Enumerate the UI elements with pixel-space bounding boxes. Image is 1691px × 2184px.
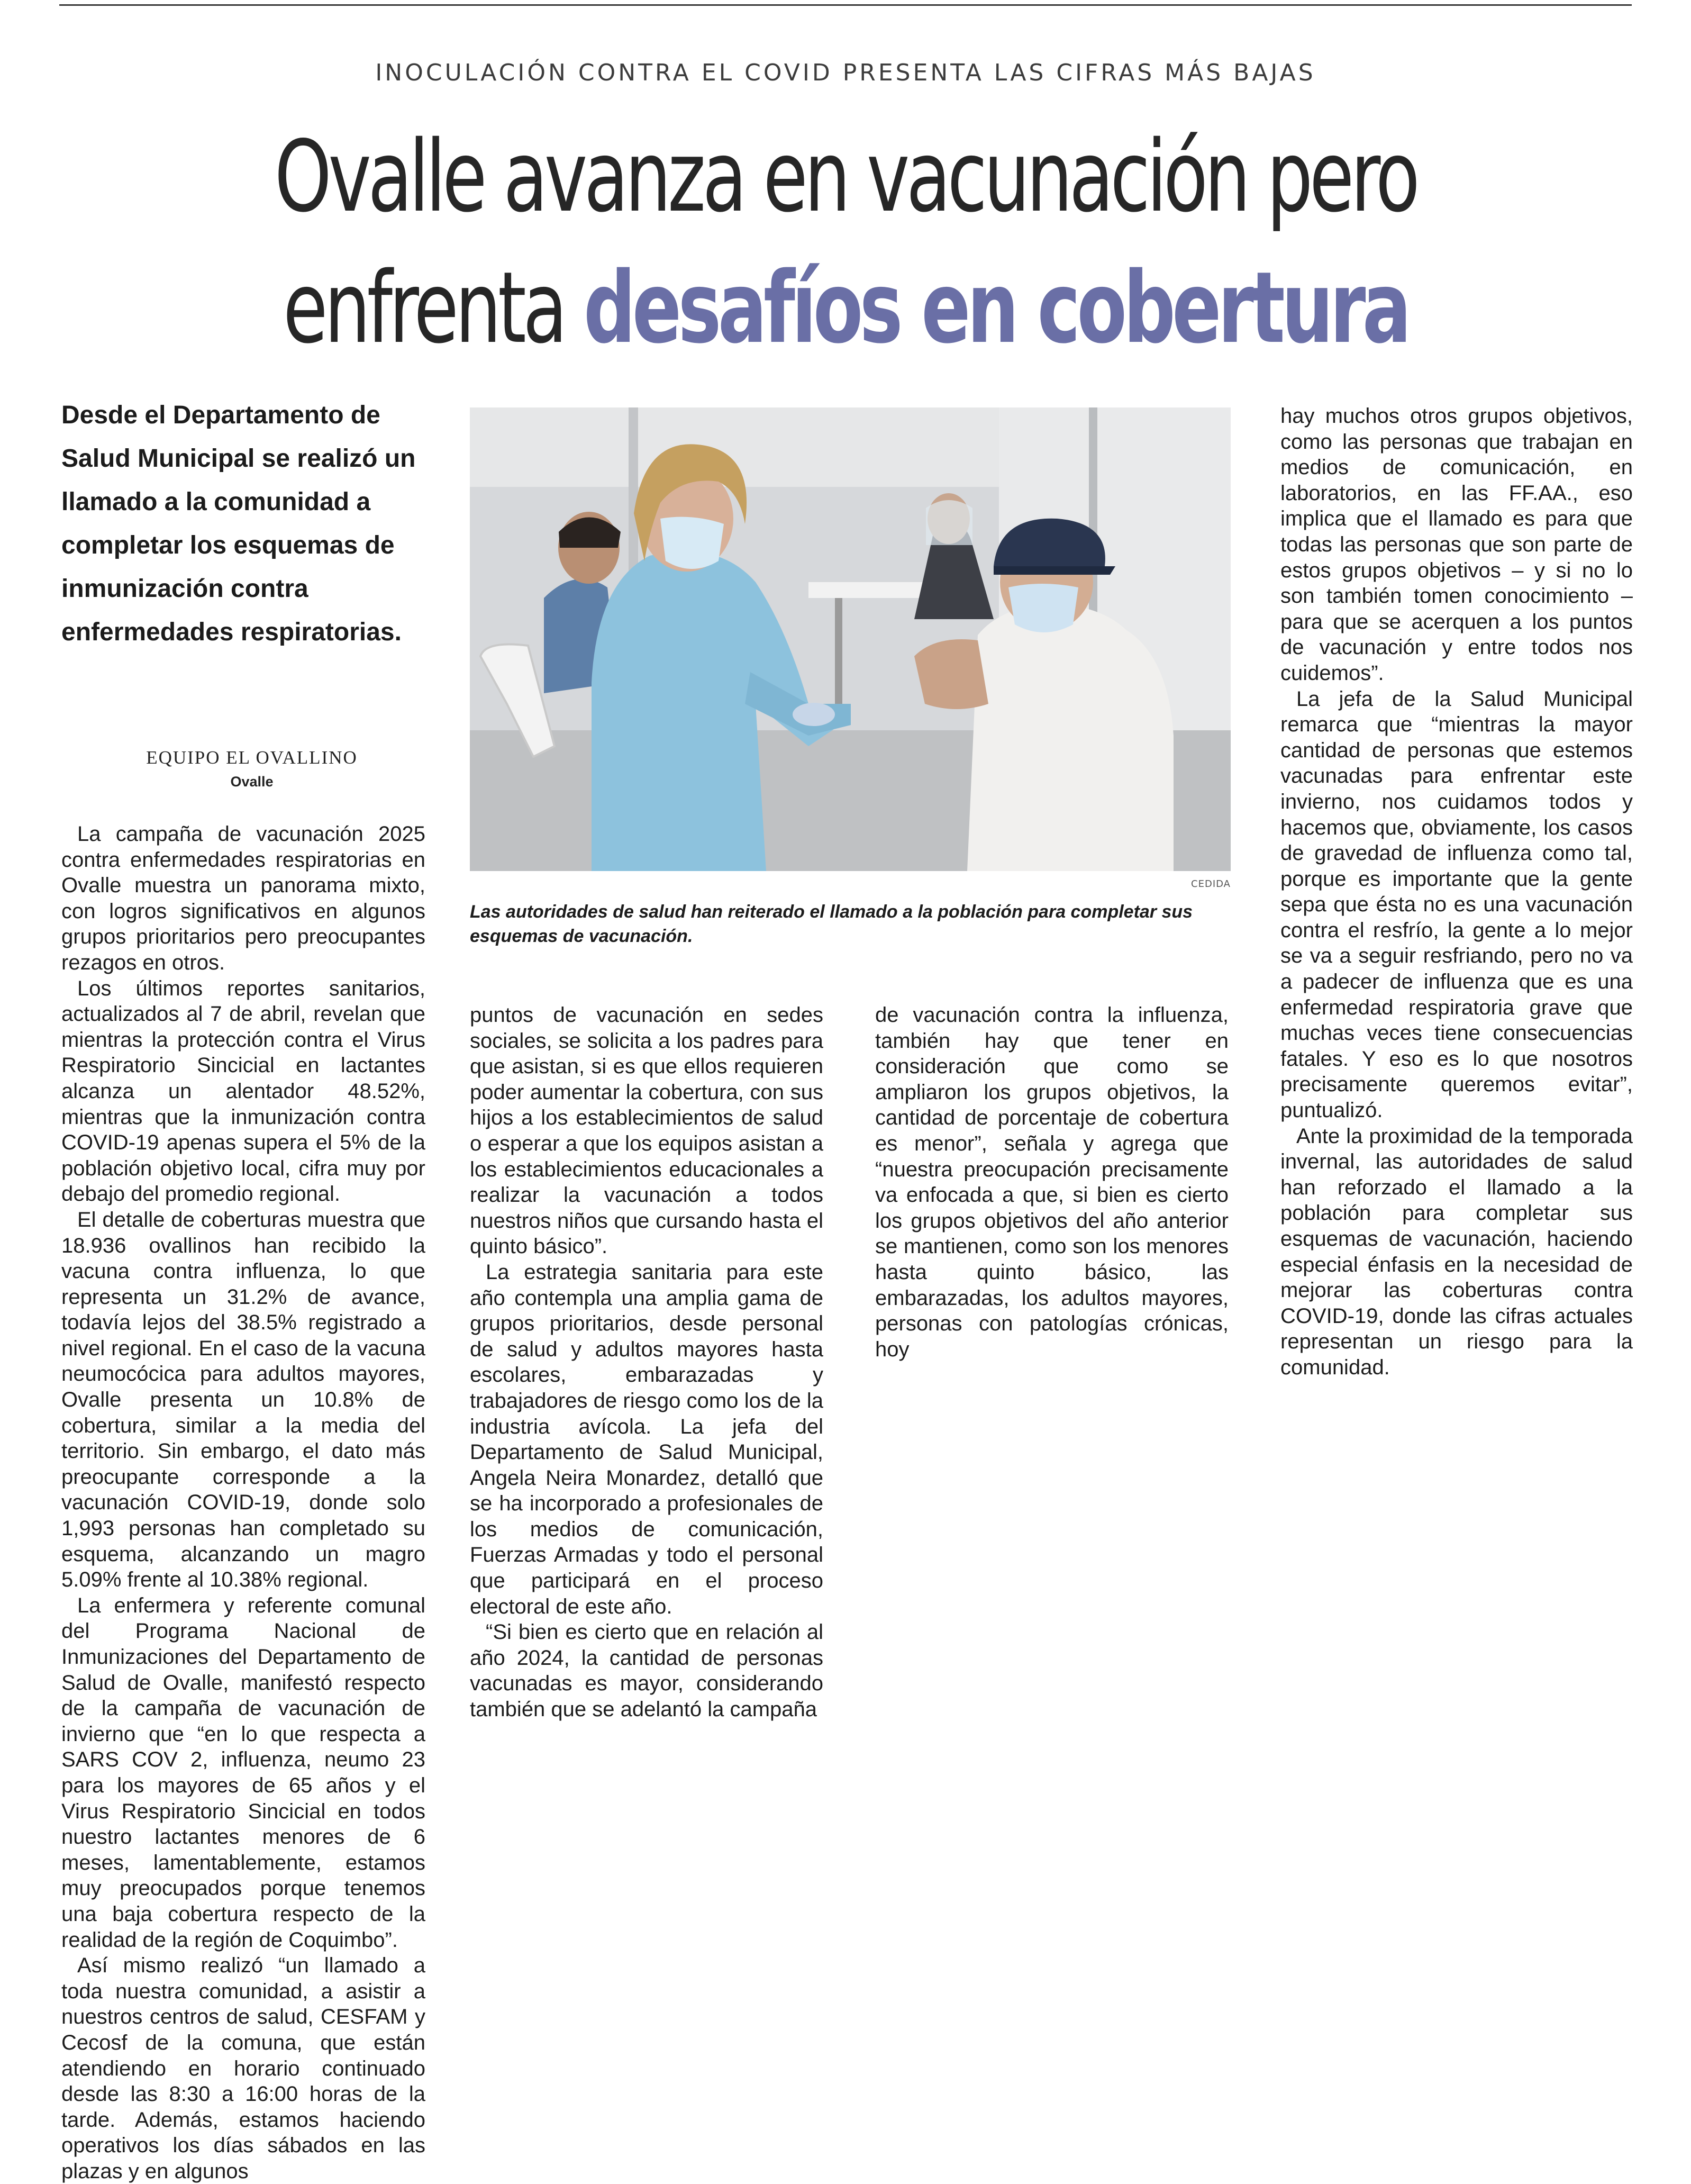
headline xyxy=(267,111,1424,374)
vaccination-photo-illustration xyxy=(470,407,1231,871)
col4-paragraph-1: hay muchos otros grupos objetivos, como las personas que trabajan en medios de comunicación, en laboratorios, en las FF.AA., eso implica que el llamado es para que todas las personas que son parte de estos grupos objetivos – y si no lo son también tomen conocimiento – para que se acerquen a los puntos de vacunación y entre todos nos cuidemos”. xyxy=(1280,404,1633,685)
col3-paragraph-1: de vacunación contra la influenza, también hay que tener en consideración que como se ampliaron los grupos objetivos, la cantidad de porcentaje de cobertura es menor”, señala y agrega que “nuestra preocupación precisamente va enfocada a que, si bien es cierto los grupos objetivos del año anterior se mantienen, como son los menores hasta quinto básico, las embarazadas, los adultos mayores, personas con patologías crónicas, hoy xyxy=(875,1003,1229,1361)
col2-paragraph-3: “Si bien es cierto que en relación al año 2024, la cantidad de personas vacunadas es mayor, considerando también que se adelantó la campaña xyxy=(470,1620,823,1721)
col1-paragraph-4: La enfermera y referente comunal del Programa Nacional de Inmunizaciones del Departamento de Salud de Ovalle, manifestó respecto de la campaña de vacunación de invierno que “en lo que respecta a SARS COV 2, influenza, neumo 23 para los mayores de 65 años y el Virus Respiratorio Sincicial en todos nuestro lactantes menores de 6 meses, lamentablemente, estamos muy preocupados porque tenemos una baja cobertura respecto de la realidad de la región de Coquimbo”. xyxy=(61,1593,425,1952)
col2-paragraph-1: puntos de vacunación en sedes sociales, se solicita a los padres para que asistan, si es que ellos requieren poder aumentar la cobertura, con sus hijos a los establecimientos de salud o esperar a que los equipos asistan a los establecimientos educacionales a realizar la vacunación a todos nuestros niños que cursando hasta el quinto básico”. xyxy=(470,1003,823,1258)
column-4 xyxy=(1280,403,1633,1381)
col1-paragraph-3: El detalle de coberturas muestra que 18.936 ovallinos han recibido la vacuna contra influenza, lo que representa un 31.2% de avance, todavía lejos del 38.5% registrado a nivel regional. En el caso de la vacuna neumocócica para adultos mayores, Ovalle presenta un 10.8% de cobertura, similar a la media del territorio. Sin embargo, el dato más preocupante corresponde a la vacunación COVID-19, donde solo 1,993 personas han completado su esquema, alcanzando un magro 5.09% frente al 10.38% regional. xyxy=(61,1208,425,1592)
kicker: INOCULACIÓN CONTRA EL COVID PRESENTA LAS CIFRAS MÁS BAJAS xyxy=(375,59,1316,86)
headline-accent: desafíos en cobertura xyxy=(583,250,1408,365)
photo-credit: CEDIDA xyxy=(1191,878,1231,890)
photo-caption: Las autoridades de salud han reiterado el llamado a la población para completar sus esquemas de vacunación. xyxy=(470,902,1193,946)
top-rule xyxy=(59,4,1632,6)
col4-paragraph-2: La jefa de la Salud Municipal remarca que “mientras la mayor cantidad de personas que estemos vacunadas para enfrentar este invierno, nos cuidamos todos y hacemos que, obviamente, los casos de gravedad de influenza como tal, porque es importante que la gente sepa que ésta no es una vacunación contra el resfrío, la gente a lo mejor se va a seguir resfriando, pero no va a padecer de influenza que es una enfermedad respiratoria grave que muchas veces tiene consecuencias fatales. Y eso es lo que nosotros precisamente queremos evitar”, puntualizó. xyxy=(1280,687,1633,1122)
column-1 xyxy=(61,821,425,2184)
column-3 xyxy=(875,1002,1229,1362)
col2-paragraph-2: La estrategia sanitaria para este año contempla una amplia gama de grupos prioritarios, desde personal de salud y adultos mayores hasta escolares, embarazadas y trabajadores de riesgo como los de la industria avícola. La jefa del Departamento de Salud Municipal, Angela Neira Monardez, detalló que se ha incorporado a profesionales de los medios de comunicación, Fuerzas Armadas y todo el personal que participará en el proceso electoral de este año. xyxy=(470,1260,823,1618)
column-2 xyxy=(470,1002,823,1723)
col1-paragraph-1: La campaña de vacunación 2025 contra enfermedades respiratorias en Ovalle muestra un panorama mixto, con logros significativos en algunos grupos prioritarios pero preocupantes rezagos en otros. xyxy=(61,822,425,974)
byline: EQUIPO EL OVALLINO xyxy=(146,747,358,768)
headline-plain: Ovalle avanza en vacunación pero enfrenta xyxy=(274,119,1417,365)
location: Ovalle xyxy=(230,774,274,790)
col4-paragraph-3: Ante la proximidad de la temporada invernal, las autoridades de salud han reforzado el llamado a la población para completar sus esquemas de vacunación, haciendo especial énfasis en la necesidad de mejorar las coberturas contra COVID-19, donde las cifras actuales representan un riesgo para la comunidad. xyxy=(1280,1124,1633,1379)
lead-paragraph: Desde el Departamento de Salud Municipal se realizó un llamado a la comunidad a completar los esquemas de inmunización contra enfermedades respiratorias. xyxy=(61,401,416,646)
col1-paragraph-5: Así mismo realizó “un llamado a toda nuestra comunidad, a asistir a nuestros centros de salud, CESFAM y Cecosf de la comuna, que están atendiendo en horario continuado desde las 8:30 a 16:00 horas de la tarde. Además, estamos haciendo operativos los días sábados en las plazas y en algunos xyxy=(61,1954,425,2183)
vaccination-photo xyxy=(470,407,1231,871)
col1-paragraph-2: Los últimos reportes sanitarios, actualizados al 7 de abril, revelan que mientras la protección contra el Virus Respiratorio Sincicial en lactantes alcanza un alentador 48.52%, mientras que la inmunización contra COVID-19 apenas supera el 5% de la población objetivo local, cifra muy por debajo del promedio regional. xyxy=(61,976,425,1206)
